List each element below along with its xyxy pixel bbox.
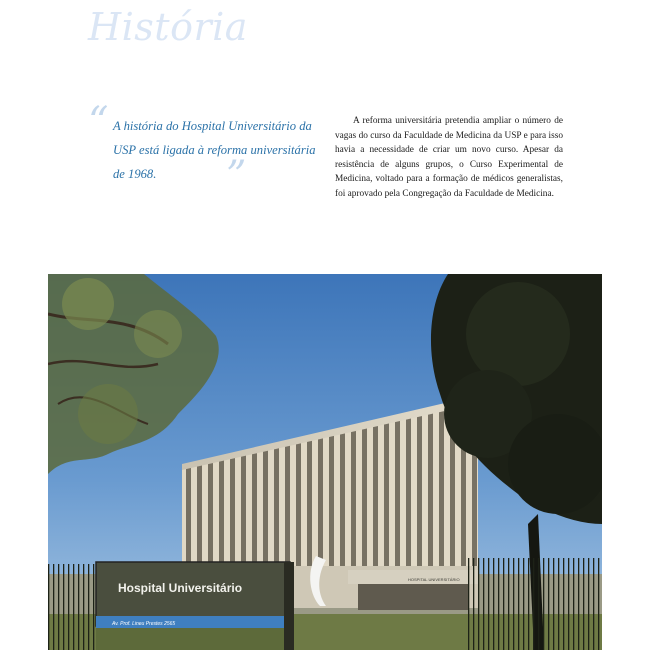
open-quote-mark: “	[88, 99, 109, 145]
left-fence	[48, 564, 96, 650]
building-facade-sign: HOSPITAL UNIVERSITÁRIO	[408, 577, 460, 582]
sign-title-text: Hospital Universitário	[118, 581, 243, 595]
body-text-column	[335, 114, 563, 202]
hospital-photo	[48, 274, 602, 650]
close-quote-mark: ”	[226, 153, 247, 199]
pull-quote-text: A história do Hospital Universitário da USP está ligada à reforma universitária de 1968.	[113, 119, 316, 181]
sign-address-text: Av. Prof. Lineu Prestes 2565	[112, 621, 176, 627]
body-paragraph: A reforma universitária pretendia ampliar o número de vagas do curso da Faculdade de Medicina da USP e para isso havia a necessidade de criar um novo curso. Apesar da resistência de alguns grupos, o Curso Experimental de Medicina, voltado para a formação de médicos generalistas, foi aprovado pela Congregação da Faculdade de Medicina.	[335, 116, 563, 199]
entrance-sign	[96, 562, 294, 650]
page-title: História	[88, 5, 248, 49]
right-fence	[468, 558, 602, 650]
